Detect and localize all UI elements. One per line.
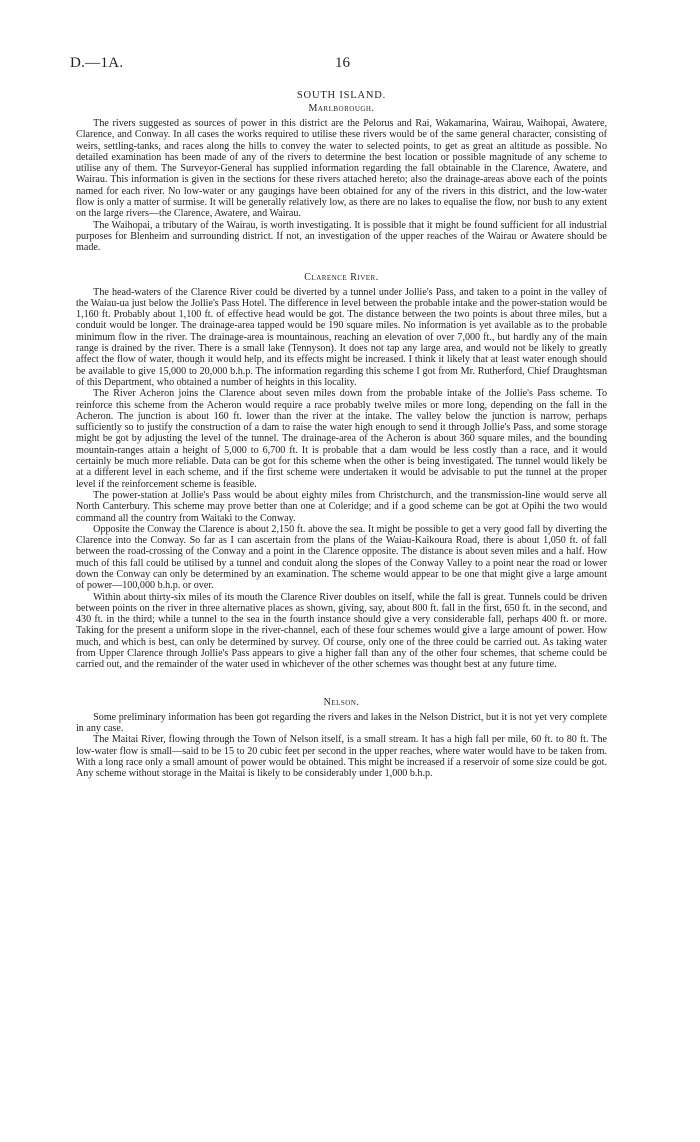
section-heading-clarence-river: Clarence River. (304, 271, 379, 283)
page-number: 16 (335, 55, 350, 71)
section-heading-nelson: Nelson. (323, 696, 360, 708)
page-header (0, 55, 700, 75)
island-heading: SOUTH ISLAND. (296, 90, 387, 101)
paragraph: The Maitai River, flowing through the Town of Nelson itself, is a small stream. It has a high fall per mile, 60 ft. to 80 ft. The low-water flow is small—said to be 15 to 20 cubic feet per second in the upper reaches, where water would have to be taken from. With a long race only a small amount of power would be obtained. This might be increased if a reservoir of some size could be got. Any scheme without storage in the Maitai is likely to be considerably under 1,000 b.h.p. (76, 734, 607, 780)
paragraph: The power-station at Jollie's Pass would be about eighty miles from Christchurch, and the transmission-line would serve all North Canterbury. This scheme may prove better than one at Coleridge; and if a good scheme can be got at Opihi the two would command all the country from Waitaki to the Conway. (76, 489, 607, 524)
paragraph: The Waihopai, a tributary of the Wairau, is worth investigating. It is possible that it might be found sufficient for all industrial purposes for Blenheim and surrounding district. If not, an investigation of the upper reaches of the Wairau or Awatere should be made. (76, 219, 607, 254)
paragraph: The head-waters of the Clarence River could be diverted by a tunnel under Jollie's Pass, and taken to a point in the valley of the Waiau-ua just below the Jollie's Pass Hotel. The difference in level between the probable intake and the power-station would be 1,160 ft. Probably about 1,100 ft. of effective head would be got. The distance between the two points is about three miles, but a conduit would be longer. The drainage-area tapped would be 190 square miles. No information is yet available as to the probable minimum flow in the river. The drainage-area is mountainous, reaching an elevation of over 7,000 ft., but hardly any of the main range is drained by the river. There is a small lake (Tennyson). It does not tap any large area, and would not be likely to greatly affect the flow of water, though it would help, and its effects might be increased. I think it likely that at least water enough should be available to give 15,000 to 20,000 b.h.p. The information regarding this scheme I got from Mr. Rutherford, Chief Draughtsman of this Department, who obtained a number of heights in this locality. (76, 286, 607, 388)
paragraph: Some preliminary information has been got regarding the rivers and lakes in the Nelson District, but it is not yet very complete in any case. (76, 711, 607, 734)
document-body (76, 90, 607, 779)
paragraph: Opposite the Conway the Clarence is about 2,150 ft. above the sea. It might be possible to get a very good fall by diverting the Clarence into the Conway. So far as I can ascertain from the plans of the Waiau-Kaikoura Road, there is about 1,050 ft. of fall between the road-crossing of the Conway and a point in the Clarence opposite. The distance is about seven miles and a half. How much of this fall could be utilised by a tunnel and conduit along the slopes of the Conway Valley to a point near the road or lower down the Conway can only be determined by an examination. The scheme would appear to be one that might give a large amount of power—100,000 b.h.p. or over. (76, 523, 607, 592)
paragraph: The River Acheron joins the Clarence about seven miles down from the probable intake of the Jollie's Pass scheme. To reinforce this scheme from the Acheron would require a race probably twelve miles or more long, depending on the fall in the Acheron. The junction is about 160 ft. lower than the river at the intake. The valley below the junction is narrow, perhaps sufficiently so to justify the construction of a dam to raise the water high enough to send it through Jollie's Pass, and some storage might be got by adjusting the level of the tunnel. The drainage-area of the Acheron is about 360 square miles, and the bounding mountain-ranges attain a height of 5,000 to 6,700 ft. It is probable that a dam would be less costly than a race, and it would certainly be much more reliable. Data can be got for this scheme when the other is being investigated. The tunnel would likely be at a different level in each scheme, and if the first scheme were undertaken it would be advisable to put the tunnel at the proper level if the reinforcement scheme is feasible. (76, 388, 607, 490)
page-reference: D.—1A. (70, 55, 124, 71)
paragraph: The rivers suggested as sources of power in this district are the Pelorus and Rai, Wakamarina, Wairau, Waihopai, Awatere, Clarence, and Conway. In all cases the works required to utilise these rivers would be of the same general character, consisting of weirs, settling-tanks, and races along the hills to convey the water to selected points, to get as great an altitude as possible. No detailed examination has been made of any of the rivers to determine the best location or possible magnitude of any scheme to utilise any of them. The Surveyor-General has supplied information regarding the fall obtainable in the Clarence, Awatere, and Wairau. This information is given in the sections for these rivers attached hereto; also the drainage-areas above each of the points named for each river. No low-water or any gaugings have been obtained for any of the rivers in this district, and the low-water flow is only a matter of surmise. It will be generally relatively low, as there are no lakes to equalise the flow, nor bush to any extent on the large rivers—the Clarence, Awatere, and Wairau. (76, 118, 607, 220)
paragraph: Within about thirty-six miles of its mouth the Clarence River doubles on itself, while the fall is great. Tunnels could be driven between points on the river in three alternative places as shown, giving, say, about 800 ft. fall in the first, 650 ft. in the second, and 430 ft. in the third; while a tunnel to the sea in the fourth instance should give a very considerable fall, perhaps 400 ft. or more. Taking for the present a uniform slope in the river-channel, each of these four schemes would give a large amount of power. How much, and which is best, can only be determined by survey. Of course, only one of the three could be carried out. As taking water from Upper Clarence through Jollie's Pass appears to give a higher fall than any of the other four schemes, that scheme could be carried out, and the remainder of the water used in whichever of the other schemes was thought best at any future time. (76, 591, 607, 671)
section-heading-marlborough: Marlborough. (308, 103, 375, 114)
